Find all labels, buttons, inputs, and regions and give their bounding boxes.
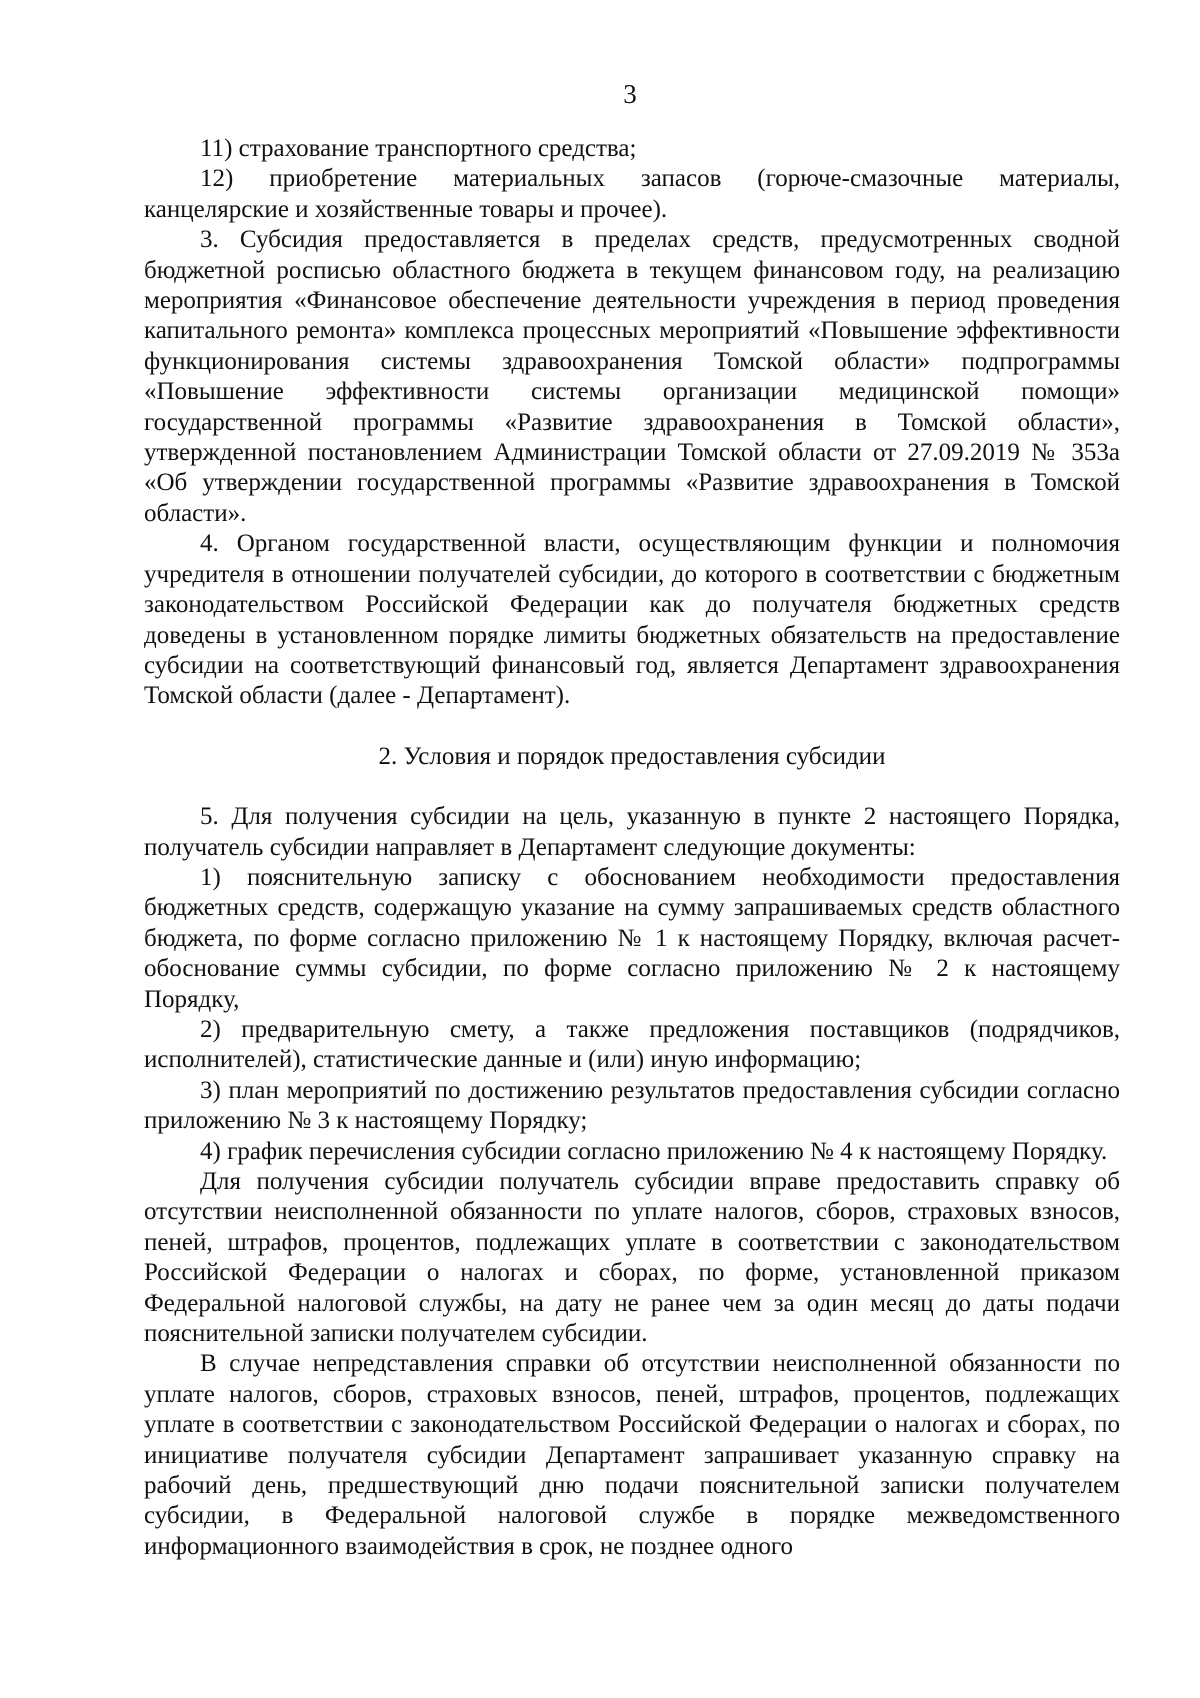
list-item-12: 12) приобретение материальных запасов (горюче-смазочные материалы, канцелярские и хозяйственные товары и прочее). <box>144 165 1120 223</box>
clause-5-item-4: 4) график перечисления субсидии согласно приложению № 4 к настоящему Порядку. <box>200 1137 1108 1165</box>
list-item-11: 11) страхование транспортного средства; <box>200 135 637 162</box>
clause-5-item-3: 3) план мероприятий по достижению результатов предоставления субсидии согласно приложению № 3 к настоящему Порядку; <box>144 1076 1120 1135</box>
section-heading: 2. Условия и порядок предоставления субсидии <box>378 742 886 770</box>
clause-5-item-2: 2) предварительную смету, а также предложения поставщиков (подрядчиков, исполнителей), статистические данные и (или) иную информацию; <box>144 1015 1120 1074</box>
clause-5-item-1: 1) пояснительную записку с обоснованием необходимости предоставления бюджетных средств, содержащую указание на сумму запрашиваемых средств областного бюджета, по форме согласно приложению № 1 к настоящему Порядку, включая расчет-обоснование суммы субсидии, по форме согласно приложению № 2 к настоящему Порядку, <box>144 863 1120 1013</box>
document-body <box>144 134 1120 1562</box>
clause-3: 3. Субсидия предоставляется в пределах средств, предусмотренных сводной бюджетной росписью областного бюджета в текущем финансовом году, на реализацию мероприятия «Финансовое обеспечение деятельности учреждения в период проведения капитального ремонта» комплекса процессных мероприятий «Повышение эффективности функционирования системы здравоохранения Томской области» подпрограммы «Повышение эффективности системы организации медицинской помощи» государственной программы «Развитие здравоохранения в Томской области», утвержденной постановлением Администрации Томской области от 27.09.2019 № 353а «Об утверждении государственной программы «Развитие здравоохранения в Томской области». <box>144 226 1120 527</box>
clause-4: 4. Органом государственной власти, осуществляющим функции и полномочия учредителя в отношении получателей субсидии, до которого в соответствии с бюджетным законодательством Российской Федерации как до получателя бюджетных средств доведены в установленном порядке лимиты бюджетных обязательств на предоставление субсидии на соответствующий финансовый год, является Департамент здравоохранения Томской области (далее - Департамент). <box>144 530 1120 710</box>
page-number: 3 <box>623 79 637 109</box>
tax-certificate-paragraph: Для получения субсидии получатель субсидии вправе предоставить справку об отсутствии неисполненной обязанности по уплате налогов, сборов, страховых взносов, пеней, штрафов, процентов, подлежащих уплате в соответствии с законодательством Российской Федерации о налогах и сборах, по форме, установленной приказом Федеральной налоговой службы, на дату не ранее чем за один месяц до даты подачи пояснительной записки получателем субсидии. <box>144 1168 1120 1348</box>
clause-5: 5. Для получения субсидии на цель, указанную в пункте 2 настоящего Порядка, получатель субсидии направляет в Департамент следующие документы: <box>144 803 1120 861</box>
certificate-request-paragraph: В случае непредставления справки об отсутствии неисполненной обязанности по уплате налогов, сборов, страховых взносов, пеней, штрафов, процентов, подлежащих уплате в соответствии с законодательством Российской Федерации о налогах и сборах, по инициативе получателя субсидии Департамент запрашивает указанную справку на рабочий день, предшествующий дню подачи пояснительной записки получателем субсидии, в Федеральной налоговой службе в порядке межведомственного информационного взаимодействия в срок, не позднее одного <box>144 1350 1120 1560</box>
